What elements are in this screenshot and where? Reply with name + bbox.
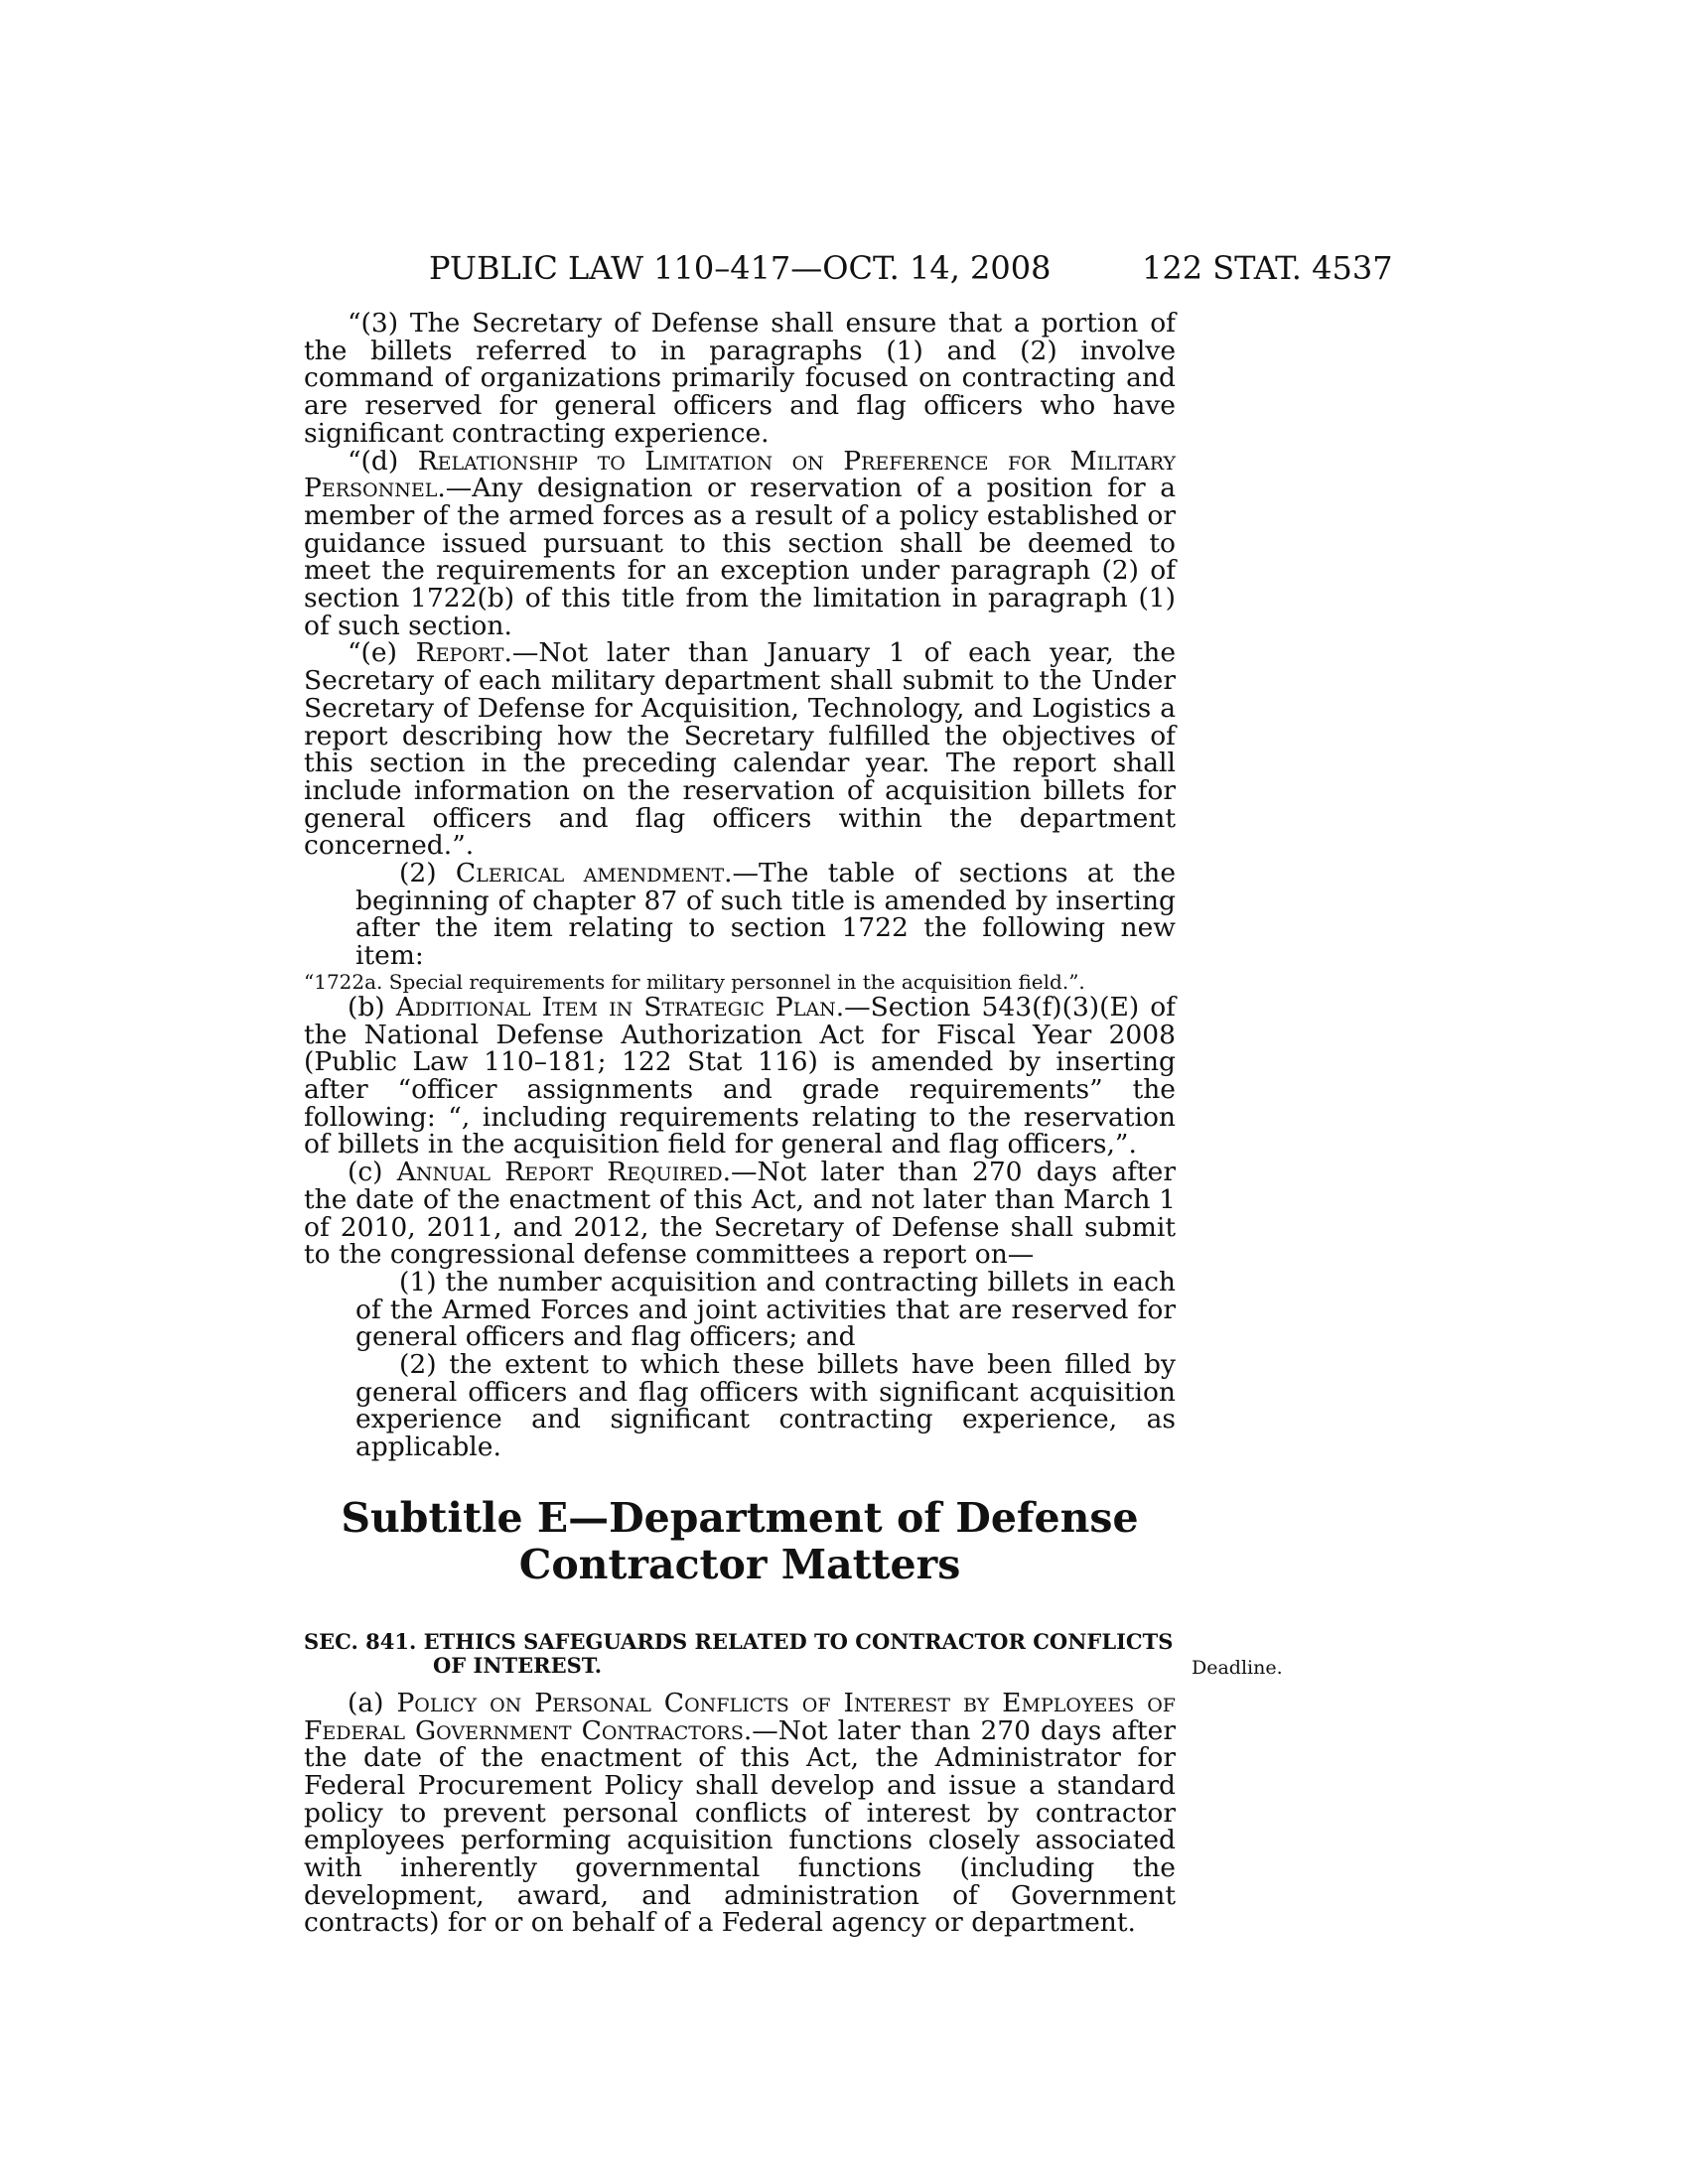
clerical-amendment-heading: Clerical amendment [455, 858, 725, 889]
subsection-a-heading: Policy on Personal Conflicts of Interest by Employees of Federal Government Contractors [304, 1687, 1176, 1746]
paragraph-3: “(3) The Secretary of Defense shall ensure that a portion of the billets referred to in paragraphs (1) and (2) involve command of organizations primarily focused on contracting and are reserved for general officers and flag officers who have significant contracting experience. [304, 308, 1176, 449]
section-heading: SEC. 841. ETHICS SAFEGUARDS RELATED TO CONTRACTOR CONFLICTS OF INTEREST. [304, 1628, 1174, 1678]
table-of-sections-item: “1722a. Special requirements for military personnel in the acquisition field.”. [304, 969, 1085, 994]
clerical-amendment: (2) Clerical amendment.—The table of sections at the beginning of chapter 87 of such title is amended by inserting after the item relating to section 1722 the following new item: [355, 858, 1177, 972]
subsection-d-heading: Relationship to Limitation on Preference for Military Personnel [304, 445, 1176, 504]
paragraph-c2: (2) the extent to which these billets have been filled by general officers and flag officers with significant acquisition experience and significant contracting experience, as applicable. [355, 1349, 1176, 1463]
subsection-b-heading: Additional Item in Strategic Plan [395, 991, 836, 1023]
subsection-e-heading: Report [415, 637, 504, 669]
margin-note-deadline: Deadline. [1192, 1657, 1283, 1679]
subtitle-heading: Subtitle E—Department of Defense Contractor Matters [341, 1493, 1139, 1588]
running-header-right: 122 STAT. 4537 [1142, 249, 1393, 287]
subsection-d: “(d) Relationship to Limitation on Preference for Military Personnel.—Any designation or reservation of a position for a member of the armed forces as a result of a policy established or guidance issued pursuant to this section shall be deemed to meet the requirements for an exception under paragraph (2) of section 1722(b) of this title from the limitation in paragraph (1) of such section. [304, 445, 1176, 641]
subsection-c-heading: Annual Report Required [396, 1157, 723, 1188]
subsection-a: (a) Policy on Personal Conflicts of Interest by Employees of Federal Government Contractors.—Not later than 270 days after the date of the enactment of this Act, the Administrator for Federal Procurement Policy shall develop and issue a standard policy to prevent personal conflicts of interest by contractor employees performing acquisition functions closely associated with inherently governmental functions (including the development, award, and administration of Government contracts) for or on behalf of a Federal agency or department. [304, 1687, 1176, 1939]
page-body [304, 310, 1176, 1937]
subsection-e: “(e) Report.—Not later than January 1 of each year, the Secretary of each military department shall submit to the Under Secretary of Defense for Acquisition, Technology, and Logistics a report describing how the Secretary fulfilled the objectives of this section in the preceding calendar year. The report shall include information on the reservation of acquisition billets for general officers and flag officers within the department concerned.”. [304, 637, 1176, 862]
subsection-c: (c) Annual Report Required.—Not later than 270 days after the date of the enactment of this Act, and not later than March 1 of 2010, 2011, and 2012, the Secretary of Defense shall submit to the congressional defense committees a report on— [304, 1157, 1176, 1271]
running-header-left: PUBLIC LAW 110–417—OCT. 14, 2008 [429, 249, 1052, 287]
subsection-b: (b) Additional Item in Strategic Plan.—Section 543(f)(3)(E) of the National Defense Authorization Act for Fiscal Year 2008 (Public Law 110–181; 122 Stat 116) is amended by inserting after “officer assignments and grade requirements” the following: “, including requirements relating to the reservation of billets in the acquisition field for general and flag officers,”. [304, 991, 1176, 1160]
paragraph-c1: (1) the number acquisition and contracting billets in each of the Armed Forces and joint activities that are reserved for general officers and flag officers; and [355, 1266, 1176, 1353]
